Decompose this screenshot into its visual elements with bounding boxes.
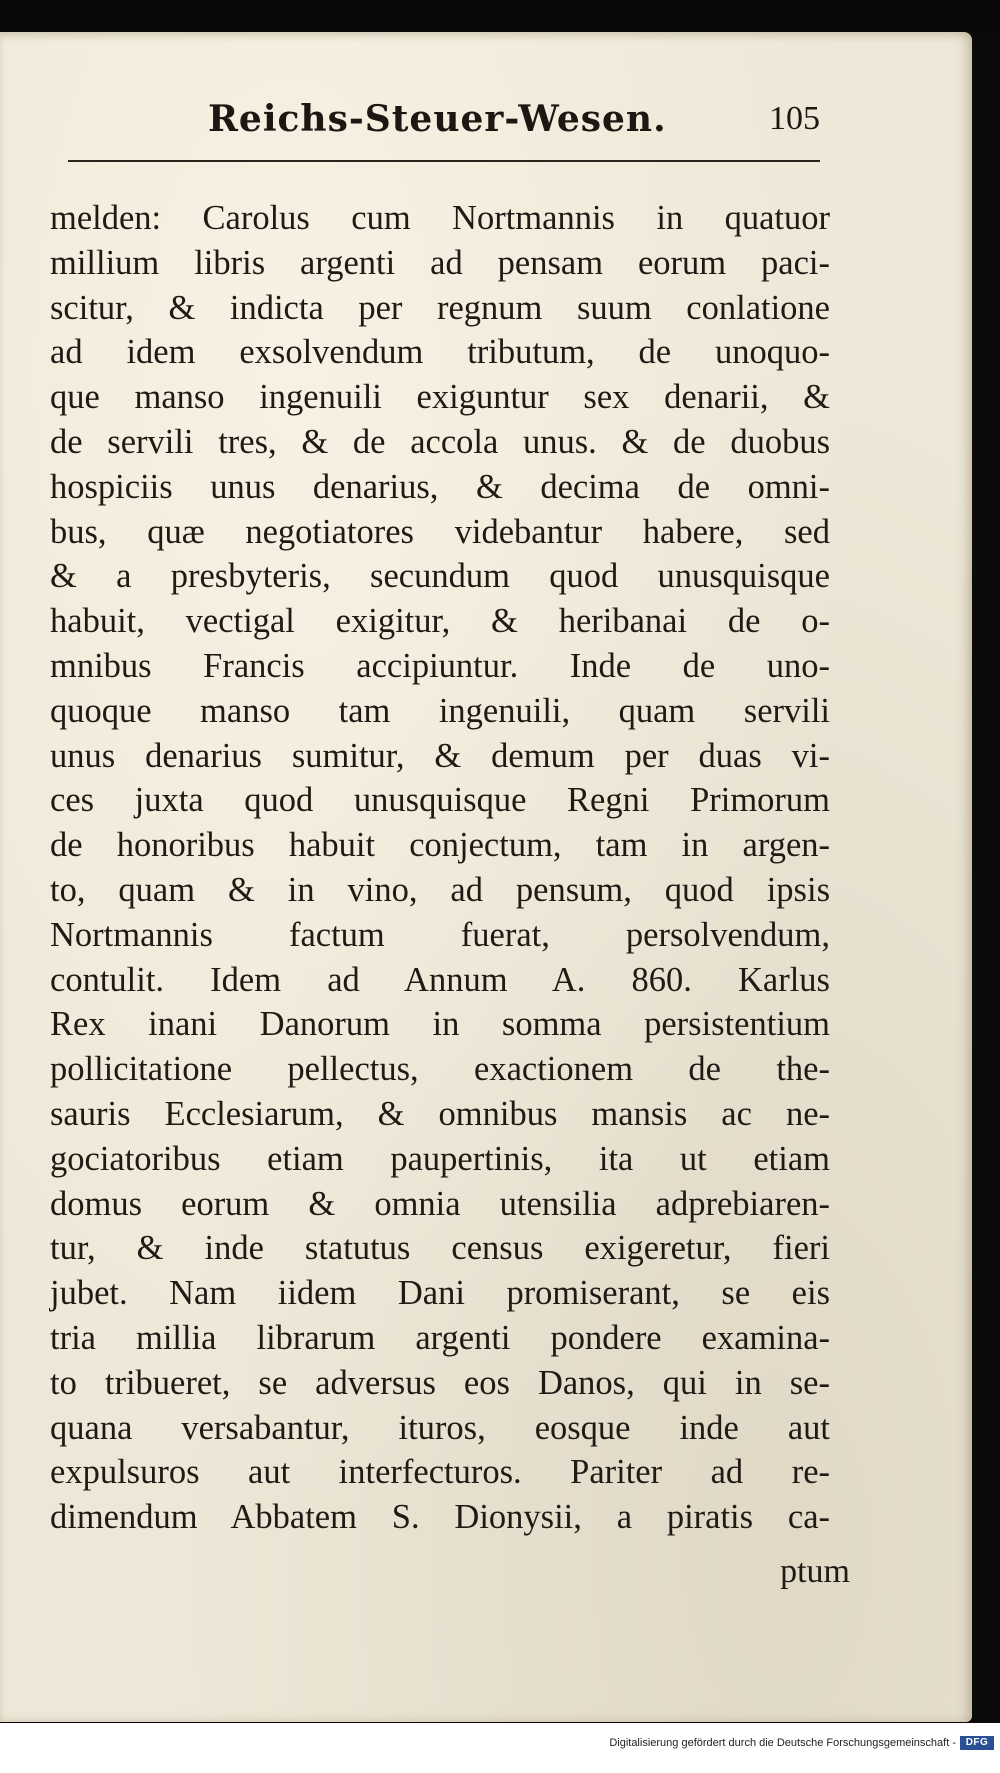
funding-credit: Digitalisierung gefördert durch die Deutsche Forschungsgemeinschaft - [609,1737,956,1749]
text-line: sauris Ecclesiarum, & omnibus mansis ac ne- [50,1094,830,1133]
text-line: melden: Carolus cum Nortmannis in quatuor [50,199,830,237]
text-line: de honoribus habuit conjectum, tam in argen- [50,826,830,865]
text-line: gociatoribus etiam paupertinis, ita ut etiam [50,1139,830,1178]
text-line: millium libris argenti ad pensam eorum paci- [50,243,830,282]
page-header [68,92,820,170]
header-rule [68,160,820,162]
text-line: unus denarius sumitur, & demum per duas vi- [50,736,830,775]
text-line: hospiciis unus denarius, & decima de omni- [50,467,830,506]
catchword: ptum [780,1553,850,1590]
text-line: habuit, vectigal exigitur, & heribanai de o- [50,602,830,641]
text-line: que manso ingenuili exiguntur sex denarii, & [50,378,830,417]
text-line: Rex inani Danorum in somma persistentium [50,1005,830,1044]
text-line: tur, & inde statutus census exigeretur, fieri [50,1229,830,1268]
text-line: & a presbyteris, secundum quod unusquisque [50,557,830,596]
text-line: scitur, & indicta per regnum suum conlatione [50,288,830,327]
text-line: domus eorum & omnia utensilia adprebiaren- [50,1184,830,1223]
text-line: to, quam & in vino, ad pensum, quod ipsis [50,870,830,909]
text-line: contulit. Idem ad Annum A. 860. Karlus [50,960,830,999]
digitization-footer [0,1723,1000,1773]
text-line: de servili tres, & de accola unus. & de duobus [50,422,830,461]
text-line: dimendum Abbatem S. Dionysii, a piratis ca- [50,1498,830,1537]
text-line: jubet. Nam iidem Dani promiserant, se eis [50,1274,830,1313]
body-text [50,196,830,1540]
page-number: 105 [769,100,820,137]
text-line: bus, quæ negotiatores videbantur habere, sed [50,512,830,551]
text-line: ces juxta quod unusquisque Regni Primorum [50,781,830,820]
text-line: mnibus Francis accipiuntur. Inde de uno- [50,646,830,685]
text-line: ad idem exsolvendum tributum, de unoquo- [50,333,830,372]
text-line: to tribueret, se adversus eos Danos, qui in se- [50,1363,830,1402]
text-line: expulsuros aut interfecturos. Pariter ad re- [50,1453,830,1492]
text-line: pollicitatione pellectus, exactionem de the- [50,1050,830,1089]
running-title: Reichs-Steuer-Wesen. [208,98,667,140]
text-line: quoque manso tam ingenuili, quam servili [50,691,830,730]
dfg-logo-icon: DFG [960,1736,994,1750]
text-line: tria millia librarum argenti pondere examina- [50,1318,830,1357]
text-line: quana versabantur, ituros, eosque inde aut [50,1408,830,1447]
scan-border-top [0,0,1000,32]
scan-border-right [972,32,1000,1732]
text-line: Nortmannis factum fuerat, persolvendum, [50,915,830,954]
